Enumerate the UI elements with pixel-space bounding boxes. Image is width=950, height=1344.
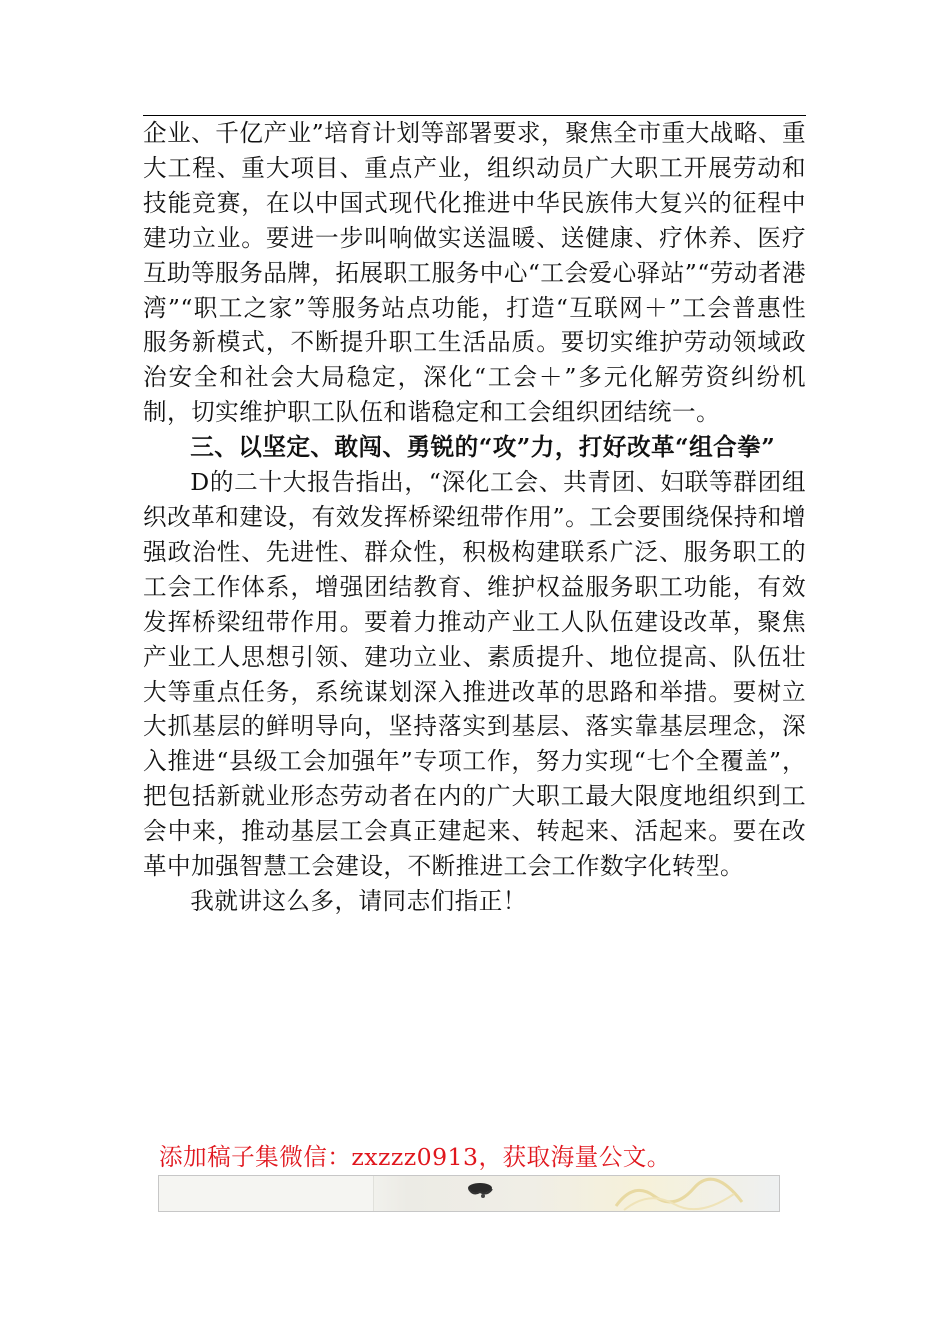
ink-brush-icon (463, 1180, 497, 1200)
paragraph-closing: 我就讲这么多，请同志们指正！ (190, 886, 527, 915)
banner-left-panel (159, 1176, 374, 1211)
section-heading: 三、以坚定、敢闯、勇锐的“攻”力，打好改革“组合拳” (190, 433, 776, 462)
document-body (143, 116, 806, 919)
promo-note: 添加稿子集微信：zxzzz0913，获取海量公文。 (159, 1143, 671, 1171)
gold-swirl-icon (614, 1176, 744, 1211)
paragraph-reform: D的二十大报告指出，“深化工会、共青团、妇联等群团组织改革和建设，有效发挥桥梁纽带作用”。工会要围绕保持和增强政治性、先进性、群众性，积极构建联系广泛、服务职工的工会工作体系，增强团结教育、维护权益服务职工功能，有效发挥桥梁纽带作用。要着力推动产业工人队伍建设改革，聚焦产业工人思想引领、建功立业、素质提升、地位提高、队伍壮大等重点任务，系统谋划深入推进改革的思路和举措。要树立大抓基层的鲜明导向，坚持落实到基层、落实靠基层理念，深入推进“县级工会加强年”专项工作，努力实现“七个全覆盖”，把包括新就业形态劳动者在内的广大职工最大限度地组织到工会中来，推动基层工会真正建起来、转起来、活起来。要在改革中加强智慧工会建设，不断推进工会工作数字化转型。 (143, 468, 806, 881)
paragraph-continuation: 企业、千亿产业”培育计划等部署要求，聚焦全市重大战略、重大工程、重大项目、重点产业，组织动员广大职工开展劳动和技能竞赛，在以中国式现代化推进中华民族伟大复兴的征程中建功立业。要进一步叫响做实送温暖、送健康、疗休养、医疗互助等服务品牌，拓展职工服务中心“工会爱心驿站”“劳动者港湾”“职工之家”等服务站点功能，打造“互联网＋”工会普惠性服务新模式，不断提升职工生活品质。要切实维护劳动领域政治安全和社会大局稳定，深化“工会＋”多元化解劳资纠纷机制，切实维护职工队伍和谐稳定和工会组织团结统一。 (143, 119, 806, 427)
decorative-banner-image (158, 1175, 780, 1212)
